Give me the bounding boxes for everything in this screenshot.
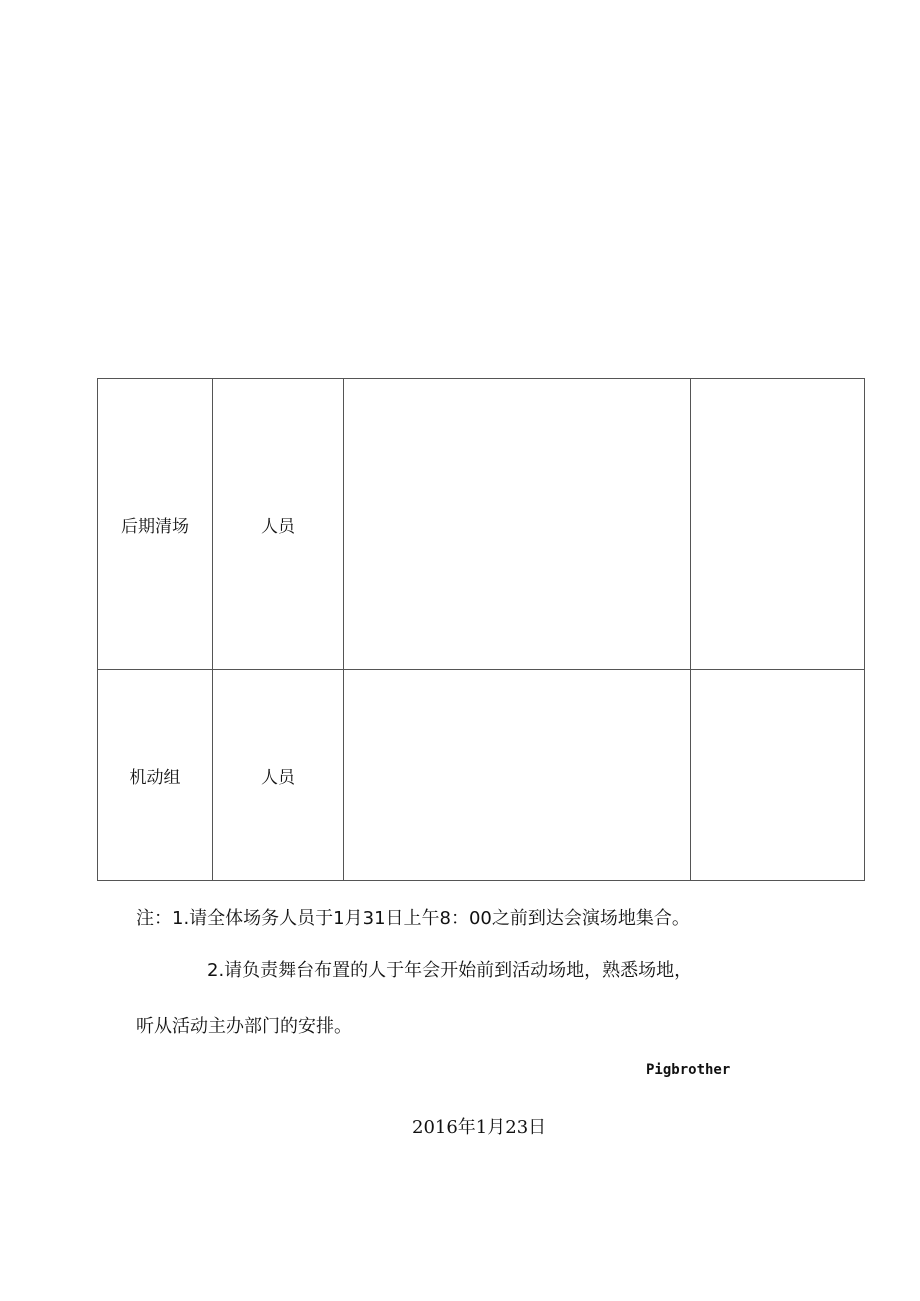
category-cell: 后期清场: [98, 379, 213, 670]
table-row: [98, 670, 865, 881]
note-line-2: 2.请负责舞台布置的人于年会开始前到活动场地，熟悉场地，: [207, 960, 693, 981]
role-cell: 人员: [213, 670, 344, 881]
note-line-3: 听从活动主办部门的安排。: [136, 1016, 352, 1037]
detail-cell: [344, 379, 691, 670]
document-date: 2016年1月23日: [412, 1117, 547, 1138]
schedule-table: [97, 378, 865, 881]
signature: Pigbrother: [646, 1062, 731, 1078]
role-cell: 人员: [213, 379, 344, 670]
detail-cell: [344, 670, 691, 881]
note-cell: [691, 670, 865, 881]
note-cell: [691, 379, 865, 670]
note-line-1: 注：1.请全体场务人员于1月31日上午8：00之前到达会演场地集合。: [136, 908, 690, 929]
category-cell: 机动组: [98, 670, 213, 881]
table-row: [98, 379, 865, 670]
